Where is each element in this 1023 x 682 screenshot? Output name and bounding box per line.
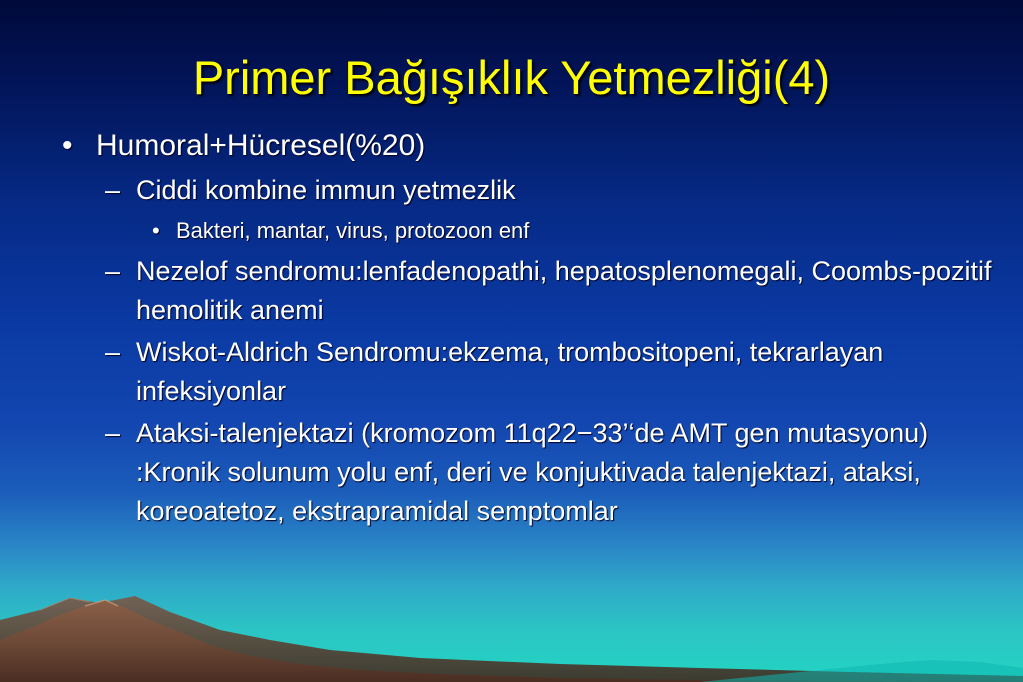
slide-title: Primer Bağışıklık Yetmezliği(4) [192, 51, 831, 104]
dash-marker: – [105, 256, 121, 286]
bullet-text: Humoral+Hücresel(%20) [96, 129, 426, 162]
bullet-ataksi-talenjektazi [105, 414, 1002, 531]
bullet-text: Ataksi-talenjektazi (kromozom 11q22−33’‘de AMT gen mutasyonu) :Kronik solunum yolu enf, deri ve konjuktivada talenjektazi, ataksi, koreoatetoz, ekstrapramidal semptomlar [136, 418, 929, 526]
bullet-nezelof [105, 252, 1002, 330]
bullet-wiskott-aldrich [105, 333, 1002, 411]
bullet-scid-infections [152, 216, 1002, 246]
bullet-scid [105, 171, 1002, 210]
bullet-text: Ciddi kombine immun yetmezlik [136, 175, 516, 205]
dash-marker: – [105, 175, 121, 205]
dash-marker: – [105, 418, 121, 448]
bullet-text: Bakteri, mantar, virus, protozoon enf [176, 218, 530, 243]
bullet-humoral [62, 128, 1002, 163]
bullet-marker: • [152, 218, 160, 243]
bullet-list [62, 128, 1002, 531]
bullet-marker: • [62, 129, 73, 162]
bullet-text: Nezelof sendromu:lenfadenopathi, hepatosplenomegali, Coombs-pozitif hemolitik anemi [136, 256, 992, 325]
dash-marker: – [105, 337, 121, 367]
bullet-text: Wiskot-Aldrich Sendromu:ekzema, trombositopeni, tekrarlayan infeksiyonlar [136, 337, 884, 406]
